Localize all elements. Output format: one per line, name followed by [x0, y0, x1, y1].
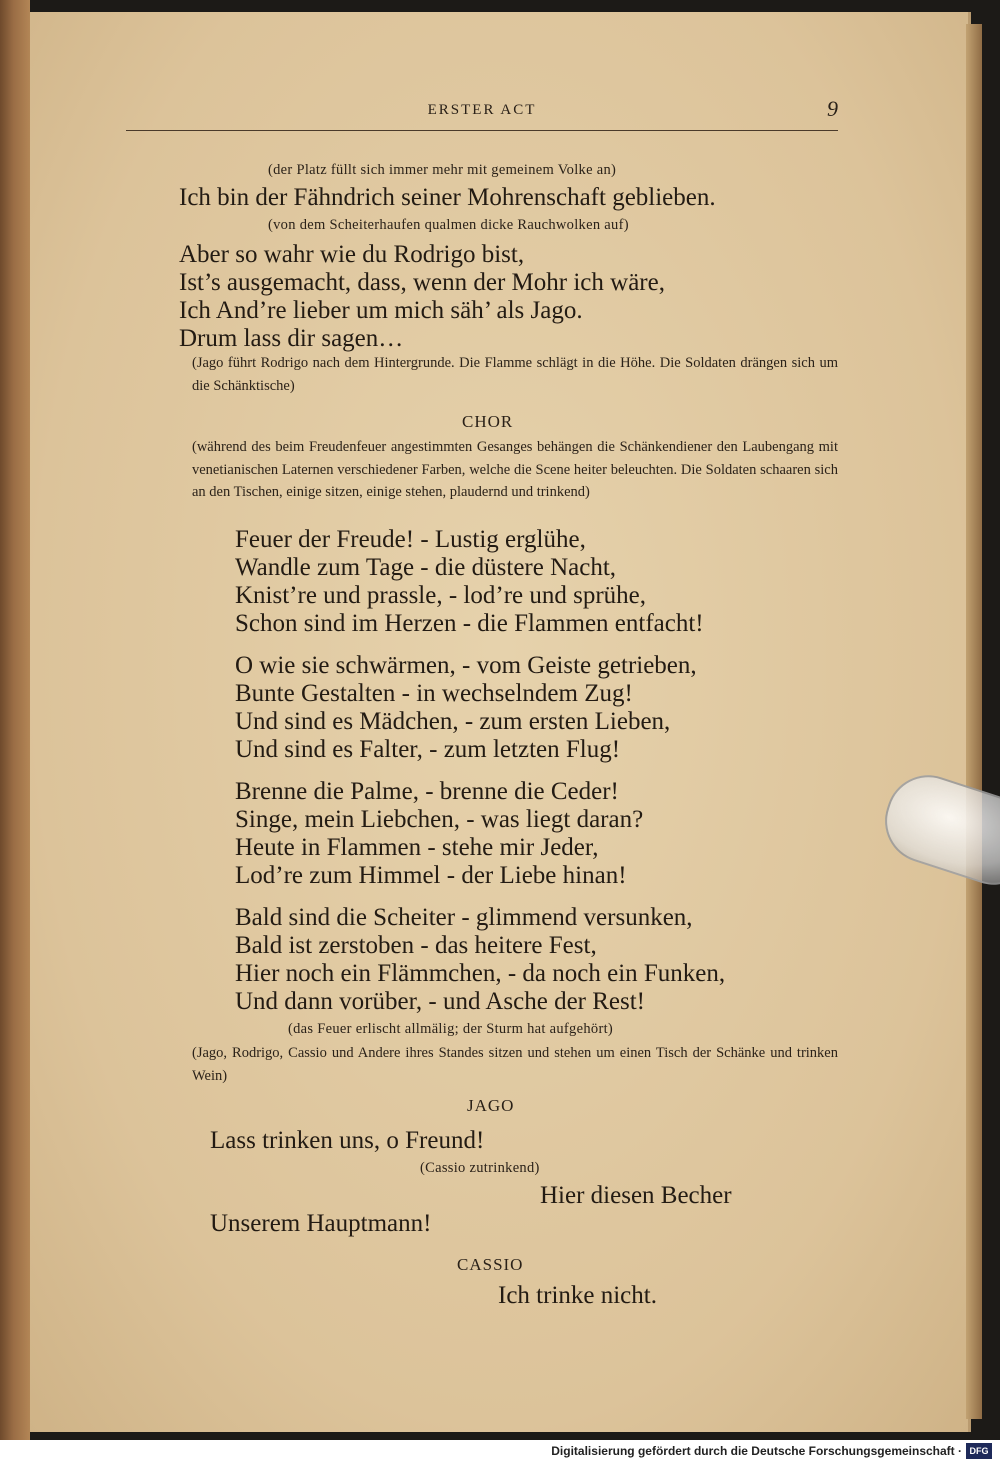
- speaker-name: CASSIO: [457, 1255, 524, 1274]
- running-title: ERSTER ACT: [427, 102, 537, 118]
- verse-line: Hier diesen Becher: [540, 1182, 732, 1209]
- verse-line: Drum lass dir sagen…: [179, 325, 404, 352]
- verse-line: Ich bin der Fähndrich seiner Mohrenschaft geblieben.: [179, 184, 716, 211]
- verse-line: Unserem Hauptmann!: [210, 1210, 432, 1237]
- stage-direction: (während des beim Freudenfeuer angestimmten Gesanges behängen die Schänkendiener den Laubengang mit venetianischen Laternen verschiedener Farben, welche die Scene heiter beleuchten. Die Soldaten schaaren sich an den Tischen, einige sitzen, einige stehen, plaudernd und trinkend): [192, 439, 838, 500]
- page-number: 9: [827, 96, 838, 121]
- facing-page-edge: [0, 0, 30, 1440]
- verse-line: Lod’re zum Himmel - der Liebe hinan!: [235, 862, 627, 889]
- stage-direction: (Jago, Rodrigo, Cassio und Andere ihres Standes sitzen und stehen um einen Tisch der Schänke und trinken Wein): [192, 1045, 838, 1084]
- stage-direction: (das Feuer erlischt allmälig; der Sturm hat aufgehört): [288, 1021, 614, 1037]
- verse-line: Hier noch ein Flämmchen, - da noch ein Funken,: [235, 960, 726, 987]
- speaker-name: CHOR: [462, 412, 514, 431]
- running-header: [126, 96, 838, 131]
- stage-direction: (von dem Scheiterhaufen qualmen dicke Rauchwolken auf): [268, 217, 629, 233]
- verse-line: Aber so wahr wie du Rodrigo bist,: [179, 241, 525, 268]
- stanza: [235, 778, 643, 890]
- stanza: [235, 904, 725, 1016]
- verse-line: Und sind es Mädchen, - zum ersten Lieben,: [235, 708, 671, 735]
- verse-line: Bunte Gestalten - in wechselndem Zug!: [235, 680, 633, 707]
- dfg-logo: DFG: [966, 1443, 992, 1459]
- verse-line: Ich And’re lieber um mich säh’ als Jago.: [179, 297, 583, 324]
- speaker-name: JAGO: [467, 1096, 515, 1115]
- verse-line: Heute in Flammen - stehe mir Jeder,: [235, 834, 599, 861]
- stage-direction: (Jago führt Rodrigo nach dem Hintergrunde. Die Flamme schlägt in die Höhe. Die Soldaten drängen sich um die Schänktische): [192, 355, 838, 394]
- footer-bar: [0, 1440, 1000, 1464]
- verse-line: Lass trinken uns, o Freund!: [210, 1127, 485, 1154]
- page-stack-edge: [966, 24, 982, 1419]
- verse-line: Singe, mein Liebchen, - was liegt daran?: [235, 806, 644, 833]
- stanza: [235, 526, 704, 638]
- verse-line: Brenne die Palme, - brenne die Ceder!: [235, 778, 619, 805]
- verse-line: Und dann vorüber, - und Asche der Rest!: [235, 988, 646, 1015]
- verse-line: Und sind es Falter, - zum letzten Flug!: [235, 736, 621, 763]
- stage-direction: (Cassio zutrinkend): [420, 1160, 540, 1176]
- verse-line: Bald sind die Scheiter - glimmend versunken,: [235, 904, 693, 931]
- stanza: [235, 652, 697, 764]
- verse-line: O wie sie schwärmen, - vom Geiste getrieben,: [235, 652, 697, 679]
- verse-line: Ist’s ausgemacht, dass, wenn der Mohr ich wäre,: [179, 269, 665, 296]
- verse-line: Bald ist zerstoben - das heitere Fest,: [235, 932, 597, 959]
- verse-line: Knist’re und prassle, - lod’re und sprühe,: [235, 582, 647, 609]
- verse-block: [179, 241, 665, 353]
- funding-credit: Digitalisierung gefördert durch die Deutsche Forschungsgemeinschaft ·: [551, 1444, 962, 1458]
- verse-line: Ich trinke nicht.: [498, 1282, 657, 1309]
- verse-line: Feuer der Freude! - Lustig erglühe,: [235, 526, 586, 553]
- verse-line: Schon sind im Herzen - die Flammen entfacht!: [235, 610, 704, 637]
- stage-direction: (der Platz füllt sich immer mehr mit gemeinem Volke an): [268, 162, 617, 178]
- verse-line: Wandle zum Tage - die düstere Nacht,: [235, 554, 617, 581]
